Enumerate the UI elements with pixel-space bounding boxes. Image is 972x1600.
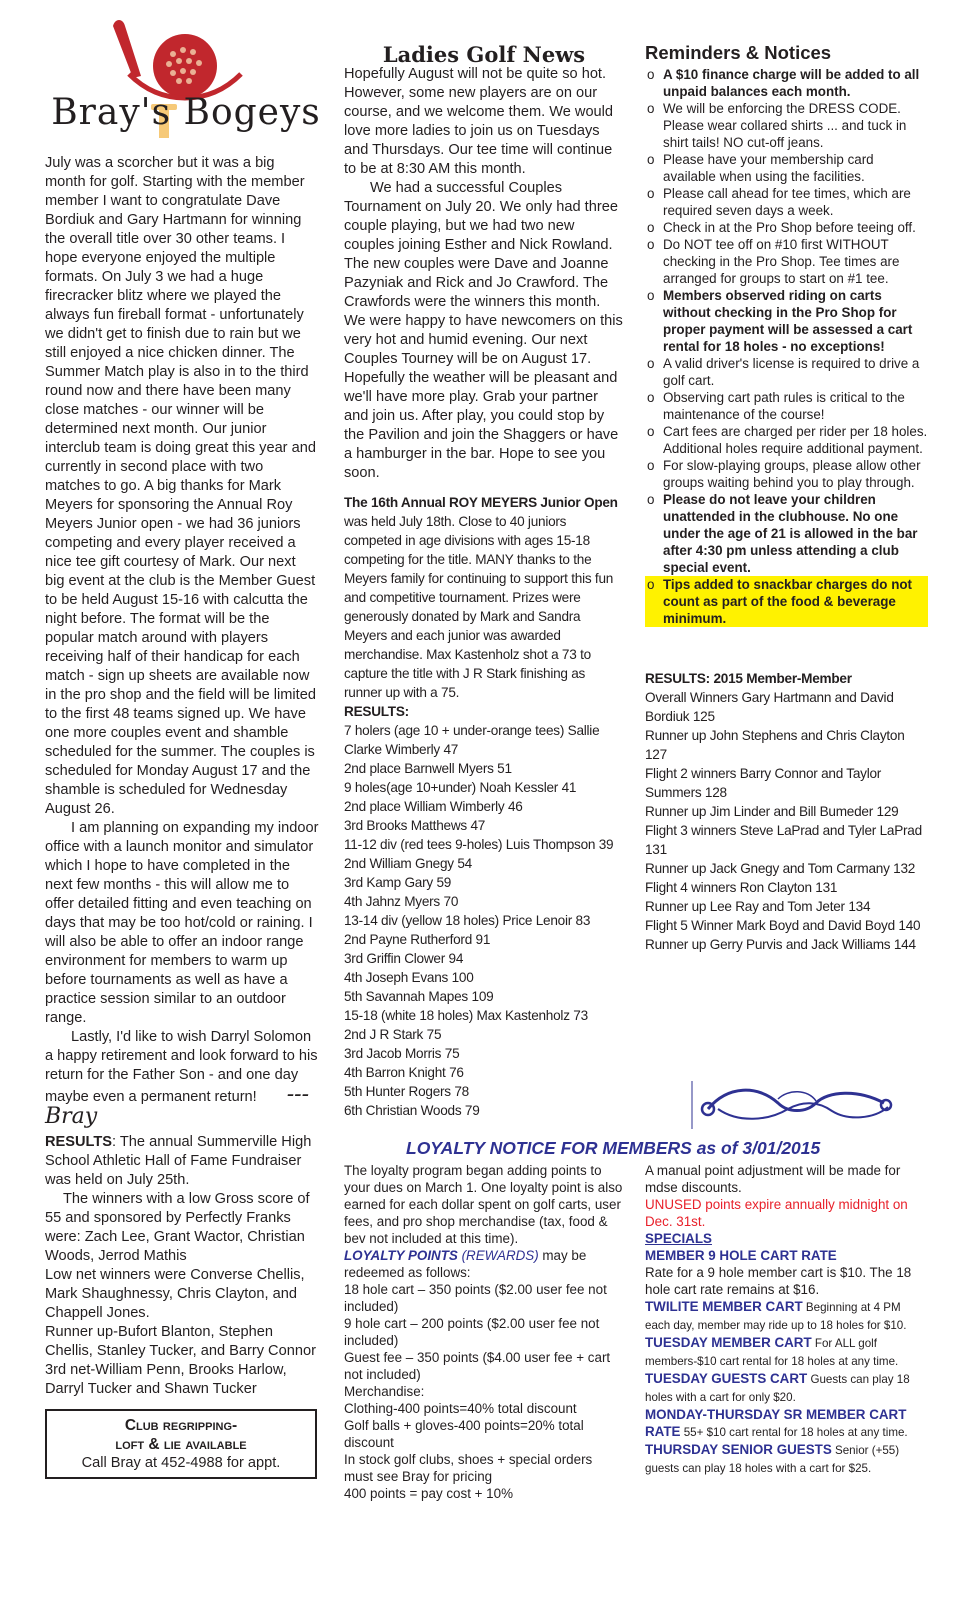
special-item [645, 1406, 928, 1441]
member-member-result-line: Flight 3 winners Steve LaPrad and Tyler LaPrad 131 [645, 823, 922, 857]
results-line-2: Runner up-Bufort Blanton, Stephen Chellis, Stanley Tucker, and Barry Connor [45, 1324, 316, 1359]
junior-result-line: 3rd Jacob Morris 75 [344, 1046, 460, 1061]
member-member-title: RESULTS: 2015 Member-Member [645, 671, 852, 686]
special-text: Beginning at 4 PM each day, member may ride up to 18 holes for $10. [645, 1301, 907, 1332]
results-winners: The winners with a low Gross score of 55 and sponsored by Perfectly Franks were: Zach Lee, Grant Wactor, Christian Woods, Jerrod Mathis [45, 1191, 310, 1264]
logo-title: Bray's Bogeys [51, 92, 321, 133]
junior-result-line: 11-12 div (red tees 9-holes) Luis Thompson 39 [344, 837, 614, 852]
redeem-line: Guest fee – 350 points ($4.00 user fee + cart not included) [344, 1350, 611, 1382]
reminder-item: o Tips added to snackbar charges do not count as part of the food & beverage minimum. [645, 576, 928, 627]
member-member-result-line: Runner up Jim Linder and Bill Bumeder 129 [645, 804, 899, 819]
junior-results-list [344, 721, 624, 1120]
member-member-result-line: Flight 5 Winner Mark Boyd and David Boyd 140 [645, 918, 921, 933]
special-item [645, 1247, 928, 1298]
junior-results-label: RESULTS: [344, 704, 409, 719]
regripping-ad-box [45, 1409, 317, 1479]
special-text: For ALL golf members-$10 cart rental for 18 holes at any time. [645, 1337, 899, 1368]
golf-ball-logo-icon [45, 14, 327, 154]
ladies-paragraph-1: Hopefully August will not be quite so hot. However, some new players are on our course, and we welcome them. We would love more ladies to join us on Tuesdays and Thursdays. Our tee time will continue to be at 8:30 AM this month. [344, 66, 614, 177]
reminder-item: o Check in at the Pro Shop before teeing off. [645, 219, 928, 236]
column-ladies-golf-news [344, 14, 624, 1120]
special-item [645, 1298, 928, 1334]
special-text: Rate for a 9 hole member cart is $10. The 18 hole cart rate remains at $16. [645, 1265, 912, 1297]
results-label: RESULTS [45, 1134, 113, 1150]
junior-open-text: was held July 18th. Close to 40 juniors competed in age divisions with ages 15-18 competing for the title. MANY thanks to the Meyers family for continuing to support this fun and competitive tournament. Prizes were generously donated by Mark and Sandra Meyers and each junior was awarded merchandise. Max Kastenholz shot a 73 to capture the title with J R Stark finishing as runner up with a 75. [344, 514, 614, 700]
junior-open-title: The 16th Annual ROY MEYERS Junior Open [344, 495, 618, 510]
special-text: 55+ $10 cart rental for 18 holes at any time. [680, 1426, 908, 1439]
junior-result-line: 2nd Payne Rutherford 91 [344, 932, 491, 947]
hall-of-fame-results [45, 1133, 319, 1399]
redeem-line: Merchandise: [344, 1384, 425, 1399]
article-paragraph-3 [45, 1028, 319, 1129]
redeem-line: 400 points = pay cost + 10% [344, 1486, 513, 1501]
results-intro-text: : The annual Summerville High School Athletic Hall of Fame Fundraiser was held on July 25th. [45, 1134, 312, 1188]
ad-line-3: Call Bray at 452-4988 for appt. [81, 1455, 281, 1471]
reminder-item: o Do NOT tee off on #10 first WITHOUT checking in the Pro Shop. Tee times are arranged for groups to start on #1 tee. [645, 236, 928, 287]
redeem-line: 18 hole cart – 350 points ($2.00 user fee not included) [344, 1282, 607, 1314]
article-paragraph-1: July was a scorcher but it was a big month for golf. Starting with the member member I want to congratulate Dave Bordiuk and Gary Hartmann for winning the overall title over 30 other teams. I hope everyone enjoyed the multiple formats. On July 3 we had a huge firecracker blitz where we played the always fun fireball format - unfortunately we didn't get to finish due to rain but we still enjoyed a nice chicken dinner. The Summer Match play is also in to the third round now and there have been many close matches - our winner will be determined next month. Our junior interclub team is doing great this year and currently in second place with two matches to go. A big thanks for Mark Meyers for sponsoring the Annual Roy Meyers Junior open - we had 36 juniors competing and every player received a nice tee gift courtesy of Mark. Our next big event at the club is the Member Guest to be held August 15-16 with calcutta the night before. The format will be the popular match around with players receiving half of their handicap for each match - sign up sheets are available now in the pro shop and the field will be limited to the first 48 teams signed up. We have one more couples event and shamble scheduled for the summer. The couples is scheduled for Monday August 17 and the shamble is scheduled for Wednesday August 26. [45, 155, 316, 817]
reminder-item: o Please have your membership card available when using the facilities. [645, 151, 928, 185]
special-heading: MONDAY-THURSDAY SR MEMBER CART RATE [645, 1407, 907, 1439]
junior-result-line: 9 holes(age 10+under) Noah Kessler 41 [344, 780, 577, 795]
loyalty-right-column [645, 1162, 928, 1477]
member-member-result-line: Runner up John Stephens and Chris Clayton 127 [645, 728, 905, 762]
junior-result-line: 3rd Kamp Gary 59 [344, 875, 452, 890]
special-heading: THURSDAY SENIOR GUESTS [645, 1442, 832, 1457]
junior-result-line: 2nd place Barnwell Myers 51 [344, 761, 512, 776]
junior-result-line: 15-18 (white 18 holes) Max Kastenholz 73 [344, 1008, 588, 1023]
junior-result-line: 13-14 div (yellow 18 holes) Price Lenoir 83 [344, 913, 591, 928]
reminder-item: o Please do not leave your children unattended in the clubhouse. No one under the age of 21 is allowed in the bar after 4:30 pm unless attending a club special event. [645, 491, 928, 576]
junior-open-paragraph [344, 493, 624, 702]
junior-result-line: 4th Joseph Evans 100 [344, 970, 474, 985]
reminders-title: Reminders & Notices [645, 42, 832, 63]
special-item [645, 1334, 928, 1370]
junior-result-line: 5th Savannah Mapes 109 [344, 989, 494, 1004]
ad-line-2: loft & lie available [115, 1436, 247, 1453]
member-member-result-line: Flight 2 winners Barry Connor and Taylor Summers 128 [645, 766, 882, 800]
member-member-result-line: Runner up Lee Ray and Tom Jeter 134 [645, 899, 871, 914]
member-member-result-line: Overall Winners Gary Hartmann and David Bordiuk 125 [645, 690, 894, 724]
bray-article [45, 154, 319, 1129]
redeem-line: In stock golf clubs, shoes + special orders must see Bray for pricing [344, 1452, 593, 1484]
specials-list [645, 1247, 928, 1477]
special-heading: TUESDAY GUESTS CART [645, 1371, 808, 1386]
article-paragraph-3-text: Lastly, I'd like to wish Darryl Solomon a happy retirement and look forward to his return for the Father Son - and one day maybe even a permanent return! [45, 1029, 318, 1105]
reminder-item: o Cart fees are charged per rider per 18 holes. Additional holes require additional payment. [645, 423, 928, 457]
results-line-3: 3rd net-William Penn, Brooks Harlow, Darryl Tucker and Shawn Tucker [45, 1362, 287, 1397]
loyalty-points-tail: may be redeemed as follows: [344, 1248, 587, 1280]
loyalty-points-label: LOYALTY POINTS [344, 1248, 458, 1263]
ad-line-1: Club regripping- [124, 1417, 238, 1434]
redeem-list [344, 1281, 624, 1502]
special-text: Guests can play 18 holes with a cart for only $20. [645, 1373, 910, 1404]
rewards-label: (REWARDS) [461, 1248, 539, 1263]
junior-result-line: 5th Hunter Rogers 78 [344, 1084, 469, 1099]
reminders-list [645, 66, 928, 627]
reminder-item: o A $10 finance charge will be added to all unpaid balances each month. [645, 66, 928, 100]
special-item [645, 1441, 928, 1477]
junior-result-line: 4th Jahnz Myers 70 [344, 894, 459, 909]
reminder-item: o Members observed riding on carts without checking in the Pro Shop for proper payment will be assessed a cart rental for 18 holes - no exceptions! [645, 287, 928, 355]
special-heading: TWILITE MEMBER CART [645, 1299, 803, 1314]
column-reminders [645, 14, 928, 954]
scroll-ornament-icon [688, 1079, 906, 1131]
member-member-result-line: Runner up Jack Gnegy and Tom Carmany 132 [645, 861, 916, 876]
redeem-line: Clothing-400 points=40% total discount [344, 1401, 577, 1416]
member-member-result-line: Flight 4 winners Ron Clayton 131 [645, 880, 838, 895]
reminder-item: o For slow-playing groups, please allow other groups waiting behind you to play through. [645, 457, 928, 491]
column-brays-bogeys [45, 14, 319, 1479]
reminder-item: o Please call ahead for tee times, which are required seven days a week. [645, 185, 928, 219]
results-line-1: Low net winners were Converse Chellis, Mark Shaughnessy, Chris Clayton, and Chappell Jones. [45, 1267, 305, 1321]
reminder-item: o Observing cart path rules is critical to the maintenance of the course! [645, 389, 928, 423]
junior-result-line: 3rd Griffin Clower 94 [344, 951, 464, 966]
manual-adjustment-note: A manual point adjustment will be made for mdse discounts. [645, 1163, 901, 1195]
article-paragraph-2: I am planning on expanding my indoor office with a launch monitor and simulator which I hope to have completed in the next few months - this will allow me to offer detailed fitting and even teaching on days that may be too hot/cold or raining. I will also be able to offer an indoor range environment for members to warm up before tournaments as well as have a practice session similar to an outdoor range. [45, 820, 319, 1026]
unused-points-note: UNUSED points expire annually midnight on Dec. 31st. [645, 1197, 908, 1229]
loyalty-notice-title: LOYALTY NOTICE FOR MEMBERS as of 3/01/2015 [406, 1138, 821, 1158]
special-heading: TUESDAY MEMBER CART [645, 1335, 812, 1350]
member-member-results [645, 688, 928, 954]
specials-label: SPECIALS [645, 1231, 712, 1246]
member-member-result-line: Runner up Gerry Purvis and Jack Williams 144 [645, 937, 916, 952]
junior-result-line: 3rd Brooks Matthews 47 [344, 818, 486, 833]
brays-bogeys-logo [45, 14, 319, 154]
loyalty-left-column [344, 1162, 624, 1502]
redeem-line: Golf balls + gloves-400 points=20% total discount [344, 1418, 584, 1450]
ladies-paragraph-2: We had a successful Couples Tournament on July 20. We only had three couple playing, but we had two new couples joining Esther and Nick Rowland. The new couples were Dave and Joanne Pazyniak and Rick and Jo Crawford. The Crawfords were the winners this month. We were happy to have newcomers on this very hot and humid evening. Our next Couples Tourney will be on August 17. Hopefully the weather will be pleasant and we'll have more play. Grab your partner and join us. After play, you could stop by the Pavilion and join the Shaggers or have a hamburger in the bar. Hope to see you soon. [344, 180, 623, 481]
junior-result-line: 2nd place William Wimberly 46 [344, 799, 523, 814]
junior-result-line: 7 holers (age 10 + under-orange tees) Sallie Clarke Wimberly 47 [344, 723, 600, 757]
loyalty-points-line [344, 1247, 624, 1281]
junior-result-line: 2nd J R Stark 75 [344, 1027, 442, 1042]
loyalty-intro: The loyalty program began adding points to your dues on March 1. One loyalty point is also earned for each dollar spent on golf carts, user fees, and pro shop merchandise (tax, food & bev not included at this time). [344, 1163, 623, 1246]
redeem-line: 9 hole cart – 200 points ($2.00 user fee not included) [344, 1316, 600, 1348]
signature: ---Bray [45, 1082, 310, 1129]
special-item [645, 1370, 928, 1406]
reminder-item: o We will be enforcing the DRESS CODE. Please wear collared shirts ... and tuck in shirt tails! NO cut-off jeans. [645, 100, 928, 151]
junior-result-line: 4th Barron Knight 76 [344, 1065, 464, 1080]
special-heading: MEMBER 9 HOLE CART RATE [645, 1248, 837, 1263]
junior-result-line: 2nd William Gnegy 54 [344, 856, 472, 871]
junior-result-line: 6th Christian Woods 79 [344, 1103, 480, 1118]
special-text: Senior (+55) guests can play 18 holes with a cart for $25. [645, 1444, 900, 1475]
ladies-golf-news-title: Ladies Golf News [382, 42, 586, 67]
results-intro [45, 1133, 319, 1190]
reminder-item: o A valid driver's license is required to drive a golf cart. [645, 355, 928, 389]
